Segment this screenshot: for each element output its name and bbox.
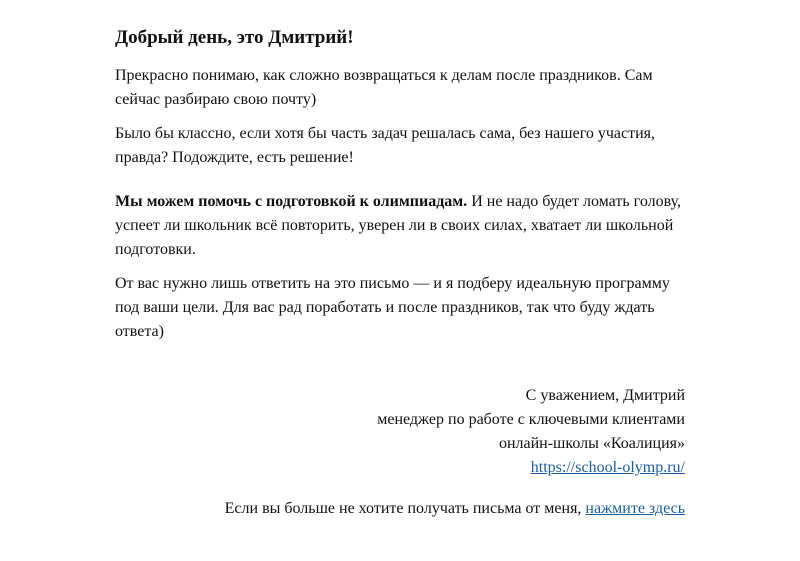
paragraph-olympiad — [115, 190, 685, 262]
olympiad-highlight: Мы можем помочь с подготовкой к олимпиадам. — [115, 193, 468, 210]
paragraph-call-to-action: От вас нужно лишь ответить на это письмо — и я подберу идеальную программу под ваши цели. Для вас рад поработать и после праздников, так что буду ждать ответа) — [115, 275, 670, 340]
paragraph-solution: Было бы классно, если хотя бы часть задач решалась сама, без нашего участия, правда? Подождите, есть решение! — [115, 125, 656, 166]
signature-block — [115, 384, 685, 480]
signature-regards: С уважением, Дмитрий — [525, 387, 685, 404]
email-body — [115, 25, 685, 521]
signature-position: менеджер по работе с ключевыми клиентами — [377, 411, 685, 428]
unsubscribe-link[interactable]: нажмите здесь — [585, 500, 685, 517]
unsubscribe-line — [115, 497, 685, 521]
signature-company: онлайн-школы «Коалиция» — [498, 435, 685, 452]
olympiad-details: И не надо будет ломать голову, успеет ли школьник всё повторить, уверен ли в своих силах, хватает ли школьной подготовки. — [115, 193, 681, 258]
email-greeting: Добрый день, это Дмитрий! — [115, 27, 354, 48]
website-link[interactable]: https://school-olymp.ru/ — [530, 459, 685, 476]
paragraph-holidays: Прекрасно понимаю, как сложно возвращаться к делам после праздников. Сам сейчас разбираю свою почту) — [115, 67, 653, 108]
unsubscribe-text: Если вы больше не хотите получать письма от меня, — [224, 500, 586, 517]
